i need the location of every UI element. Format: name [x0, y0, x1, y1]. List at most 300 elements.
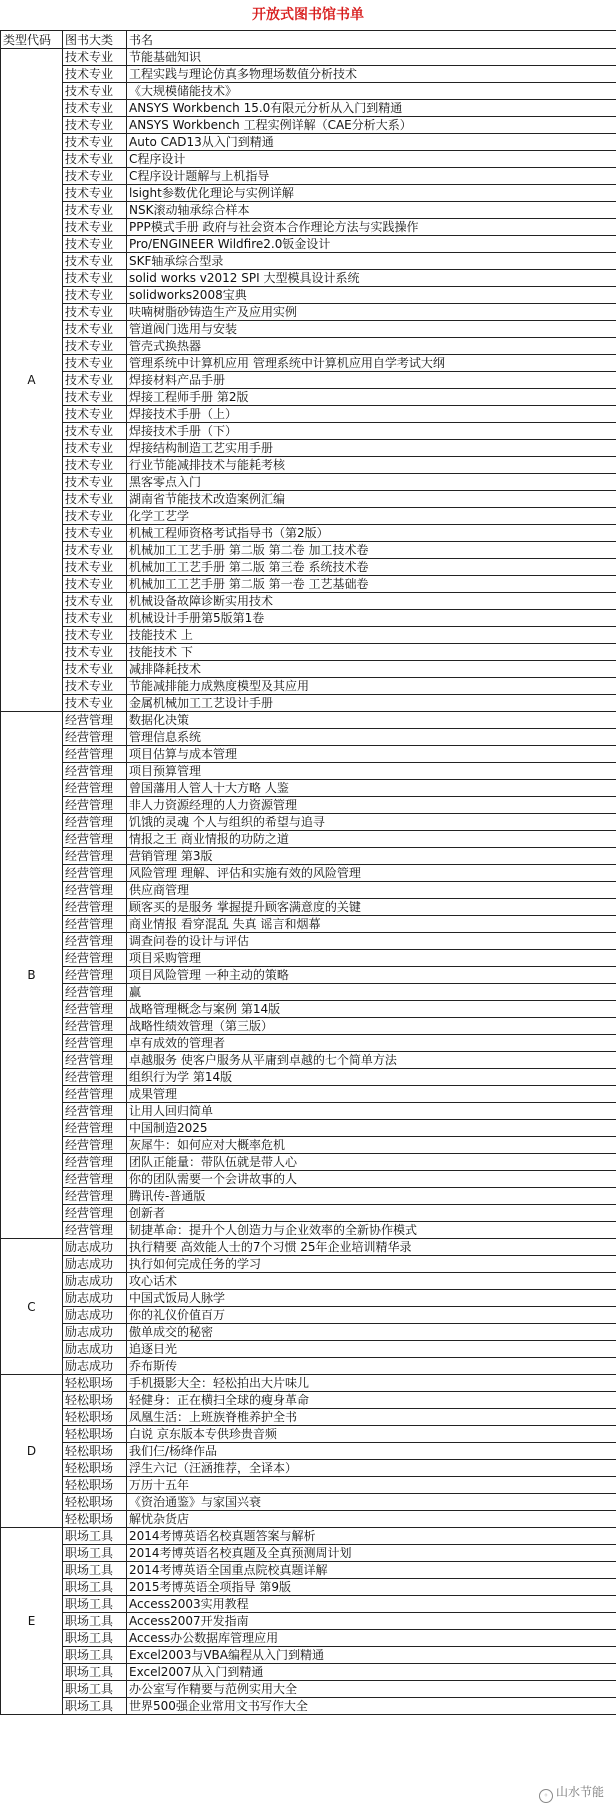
category-cell: 轻松职场 — [63, 1494, 127, 1511]
category-cell: 经营管理 — [63, 1222, 127, 1239]
category-cell: 经营管理 — [63, 1188, 127, 1205]
category-cell: 经营管理 — [63, 712, 127, 729]
book-title-cell: 调查问卷的设计与评估 — [127, 933, 616, 950]
category-cell: 经营管理 — [63, 1205, 127, 1222]
table-row — [1, 1307, 616, 1324]
book-title-cell: 焊接材料产品手册 — [127, 372, 616, 389]
category-cell: 轻松职场 — [63, 1511, 127, 1528]
book-title-cell: 2014考博英语名校真题答案与解析 — [127, 1528, 616, 1545]
book-title-cell: 黑客零点入门 — [127, 474, 616, 491]
category-cell: 技术专业 — [63, 610, 127, 627]
book-title-cell: 非人力资源经理的人力资源管理 — [127, 797, 616, 814]
book-title-cell: 机械设备故障诊断实用技术 — [127, 593, 616, 610]
category-cell: 技术专业 — [63, 542, 127, 559]
category-cell: 技术专业 — [63, 355, 127, 372]
book-title-cell: 顾客买的是服务 掌握提升顾客满意度的关键 — [127, 899, 616, 916]
book-title-cell: 赢 — [127, 984, 616, 1001]
book-title-cell: 管道阀门选用与安装 — [127, 321, 616, 338]
category-cell: 经营管理 — [63, 899, 127, 916]
table-row — [1, 1239, 616, 1256]
type-code-cell: E — [1, 1528, 63, 1715]
book-title-cell: 减排降耗技术 — [127, 661, 616, 678]
book-title-cell: 中国式饭局人脉学 — [127, 1290, 616, 1307]
category-cell: 技术专业 — [63, 576, 127, 593]
category-cell: 职场工具 — [63, 1613, 127, 1630]
category-cell: 技术专业 — [63, 100, 127, 117]
table-row — [1, 967, 616, 984]
table-row — [1, 202, 616, 219]
book-title-cell: 2014考博英语全国重点院校真题详解 — [127, 1562, 616, 1579]
book-title-cell: Excel2007从入门到精通 — [127, 1664, 616, 1681]
book-title-cell: SKF轴承综合型录 — [127, 253, 616, 270]
book-title-cell: 腾讯传-普通版 — [127, 1188, 616, 1205]
table-row — [1, 695, 616, 712]
book-title-cell: 手机摄影大全：轻松拍出大片味儿 — [127, 1375, 616, 1392]
category-cell: 技术专业 — [63, 593, 127, 610]
book-title-cell: C程序设计 — [127, 151, 616, 168]
table-row — [1, 899, 616, 916]
table-row — [1, 151, 616, 168]
table-row — [1, 1256, 616, 1273]
table-row — [1, 1137, 616, 1154]
category-cell: 技术专业 — [63, 661, 127, 678]
table-row — [1, 814, 616, 831]
category-cell: 经营管理 — [63, 1154, 127, 1171]
category-cell: 技术专业 — [63, 474, 127, 491]
header-row — [1, 31, 616, 49]
category-cell: 励志成功 — [63, 1324, 127, 1341]
table-row — [1, 423, 616, 440]
table-row — [1, 1324, 616, 1341]
table-row — [1, 678, 616, 695]
category-cell: 经营管理 — [63, 831, 127, 848]
book-list-body — [1, 49, 616, 1715]
table-row — [1, 1494, 616, 1511]
book-title-cell: 商业情报 看穿混乱 失真 谣言和烟幕 — [127, 916, 616, 933]
table-row — [1, 287, 616, 304]
type-code-cell: A — [1, 49, 63, 712]
table-row — [1, 610, 616, 627]
book-title-cell: 我们仨/杨绛作品 — [127, 1443, 616, 1460]
table-row — [1, 525, 616, 542]
category-cell: 技术专业 — [63, 321, 127, 338]
table-row — [1, 661, 616, 678]
table-row — [1, 1086, 616, 1103]
table-row — [1, 984, 616, 1001]
category-cell: 职场工具 — [63, 1528, 127, 1545]
category-cell: 经营管理 — [63, 882, 127, 899]
table-row — [1, 253, 616, 270]
table-row — [1, 117, 616, 134]
table-row — [1, 950, 616, 967]
type-code-cell: D — [1, 1375, 63, 1528]
book-title-cell: 焊接结构制造工艺实用手册 — [127, 440, 616, 457]
page-title: 开放式图书馆书单 — [252, 7, 364, 23]
category-cell: 技术专业 — [63, 270, 127, 287]
book-title-cell: 营销管理 第3版 — [127, 848, 616, 865]
table-row — [1, 780, 616, 797]
category-cell: 技术专业 — [63, 695, 127, 712]
header-type-code: 类型代码 — [1, 31, 63, 49]
category-cell: 职场工具 — [63, 1664, 127, 1681]
table-row — [1, 1018, 616, 1035]
category-cell: 励志成功 — [63, 1239, 127, 1256]
category-cell: 经营管理 — [63, 1018, 127, 1035]
table-row — [1, 916, 616, 933]
category-cell: 励志成功 — [63, 1341, 127, 1358]
table-row — [1, 1290, 616, 1307]
category-cell: 技术专业 — [63, 151, 127, 168]
category-cell: 经营管理 — [63, 729, 127, 746]
category-cell: 技术专业 — [63, 202, 127, 219]
book-title-cell: 凤凰生活：上班族脊椎养护全书 — [127, 1409, 616, 1426]
book-title-cell: 解忧杂货店 — [127, 1511, 616, 1528]
book-title-cell: 办公室写作精要与范例实用大全 — [127, 1681, 616, 1698]
book-title-cell: 项目预算管理 — [127, 763, 616, 780]
table-row — [1, 1477, 616, 1494]
category-cell: 职场工具 — [63, 1596, 127, 1613]
category-cell: 经营管理 — [63, 933, 127, 950]
category-cell: 励志成功 — [63, 1256, 127, 1273]
category-cell: 轻松职场 — [63, 1375, 127, 1392]
book-title-cell: 机械加工工艺手册 第二版 第二卷 加工技术卷 — [127, 542, 616, 559]
table-row — [1, 1069, 616, 1086]
book-title-cell: 节能基础知识 — [127, 49, 616, 66]
book-title-cell: 卓越服务 使客户服务从平庸到卓越的七个简单方法 — [127, 1052, 616, 1069]
book-title-cell: 化学工艺学 — [127, 508, 616, 525]
category-cell: 技术专业 — [63, 423, 127, 440]
category-cell: 技术专业 — [63, 406, 127, 423]
category-cell: 轻松职场 — [63, 1477, 127, 1494]
book-title-cell: 数据化决策 — [127, 712, 616, 729]
table-row — [1, 712, 616, 729]
table-row — [1, 1562, 616, 1579]
book-title-cell: 执行如何完成任务的学习 — [127, 1256, 616, 1273]
book-title-cell: 管理系统中计算机应用 管理系统中计算机应用自学考试大纲 — [127, 355, 616, 372]
table-row — [1, 66, 616, 83]
book-list-table — [0, 30, 616, 1715]
book-title-cell: 韧捷革命：提升个人创造力与企业效率的全新协作模式 — [127, 1222, 616, 1239]
book-title-cell: 万历十五年 — [127, 1477, 616, 1494]
book-title-cell: Excel2003与VBA编程从入门到精通 — [127, 1647, 616, 1664]
book-title-cell: 机械加工工艺手册 第二版 第一卷 工艺基础卷 — [127, 576, 616, 593]
table-row — [1, 236, 616, 253]
table-row — [1, 372, 616, 389]
category-cell: 技术专业 — [63, 508, 127, 525]
category-cell: 技术专业 — [63, 253, 127, 270]
table-row — [1, 457, 616, 474]
book-title-cell: 项目风险管理 一种主动的策略 — [127, 967, 616, 984]
book-title-cell: 机械设计手册第5版第1卷 — [127, 610, 616, 627]
table-row — [1, 1035, 616, 1052]
book-title-cell: 创新者 — [127, 1205, 616, 1222]
category-cell: 励志成功 — [63, 1273, 127, 1290]
book-title-cell: 情报之王 商业情报的功防之道 — [127, 831, 616, 848]
table-row — [1, 1409, 616, 1426]
book-title-cell: 你的团队需要一个会讲故事的人 — [127, 1171, 616, 1188]
category-cell: 经营管理 — [63, 865, 127, 882]
table-row — [1, 542, 616, 559]
table-row — [1, 559, 616, 576]
book-title-cell: Pro/ENGINEER Wildfire2.0钣金设计 — [127, 236, 616, 253]
category-cell: 经营管理 — [63, 916, 127, 933]
category-cell: 技术专业 — [63, 168, 127, 185]
watermark — [535, 1782, 608, 1804]
category-cell: 技术专业 — [63, 219, 127, 236]
book-title-cell: 项目采购管理 — [127, 950, 616, 967]
table-row — [1, 1171, 616, 1188]
book-title-cell: 《大规模储能技术》 — [127, 83, 616, 100]
table-row — [1, 865, 616, 882]
category-cell: 轻松职场 — [63, 1443, 127, 1460]
category-cell: 技术专业 — [63, 117, 127, 134]
book-title-cell: 节能减排能力成熟度模型及其应用 — [127, 678, 616, 695]
book-title-cell: 供应商管理 — [127, 882, 616, 899]
table-row — [1, 321, 616, 338]
book-title-cell: 技能技术 下 — [127, 644, 616, 661]
book-title-cell: 让用人回归简单 — [127, 1103, 616, 1120]
category-cell: 经营管理 — [63, 1171, 127, 1188]
book-title-cell: solid works v2012 SPI 大型模具设计系统 — [127, 270, 616, 287]
book-title-cell: 战略管理概念与案例 第14版 — [127, 1001, 616, 1018]
table-row — [1, 933, 616, 950]
category-cell: 轻松职场 — [63, 1409, 127, 1426]
category-cell: 职场工具 — [63, 1630, 127, 1647]
book-title-cell: 攻心话术 — [127, 1273, 616, 1290]
book-title-cell: PPP模式手册 政府与社会资本合作理论方法与实践操作 — [127, 219, 616, 236]
category-cell: 技术专业 — [63, 559, 127, 576]
book-title-cell: 你的礼仪价值百万 — [127, 1307, 616, 1324]
table-row — [1, 848, 616, 865]
book-title-cell: C程序设计题解与上机指导 — [127, 168, 616, 185]
table-row — [1, 1443, 616, 1460]
category-cell: 技术专业 — [63, 83, 127, 100]
category-cell: 励志成功 — [63, 1358, 127, 1375]
book-title-cell: 工程实践与理论仿真多物理场数值分析技术 — [127, 66, 616, 83]
book-title-cell: 成果管理 — [127, 1086, 616, 1103]
category-cell: 技术专业 — [63, 644, 127, 661]
book-title-cell: 轻健身：正在横扫全球的瘦身革命 — [127, 1392, 616, 1409]
table-row — [1, 406, 616, 423]
table-row — [1, 49, 616, 66]
category-cell: 职场工具 — [63, 1562, 127, 1579]
category-cell: 经营管理 — [63, 1035, 127, 1052]
book-title-cell: 追逐日光 — [127, 1341, 616, 1358]
book-title-cell: 焊接技术手册（上） — [127, 406, 616, 423]
category-cell: 励志成功 — [63, 1290, 127, 1307]
book-title-cell: 2015考博英语全项指导 第9版 — [127, 1579, 616, 1596]
table-row — [1, 831, 616, 848]
book-title-cell: 行业节能减排技术与能耗考核 — [127, 457, 616, 474]
category-cell: 技术专业 — [63, 185, 127, 202]
book-title-cell: lsight参数优化理论与实例详解 — [127, 185, 616, 202]
table-row — [1, 746, 616, 763]
book-title-cell: 乔布斯传 — [127, 1358, 616, 1375]
table-row — [1, 355, 616, 372]
table-row — [1, 1579, 616, 1596]
category-cell: 职场工具 — [63, 1647, 127, 1664]
book-title-cell: 饥饿的灵魂 个人与组织的希望与追寻 — [127, 814, 616, 831]
category-cell: 轻松职场 — [63, 1426, 127, 1443]
category-cell: 经营管理 — [63, 848, 127, 865]
category-cell: 技术专业 — [63, 440, 127, 457]
category-cell: 技术专业 — [63, 457, 127, 474]
table-row — [1, 440, 616, 457]
book-title-cell: 湖南省节能技术改造案例汇编 — [127, 491, 616, 508]
category-cell: 经营管理 — [63, 1086, 127, 1103]
table-row — [1, 1545, 616, 1562]
table-row — [1, 1613, 616, 1630]
book-title-cell: 灰犀牛：如何应对大概率危机 — [127, 1137, 616, 1154]
category-cell: 经营管理 — [63, 950, 127, 967]
book-title-cell: 卓有成效的管理者 — [127, 1035, 616, 1052]
type-code-cell: B — [1, 712, 63, 1239]
book-title-cell: Access办公数据库管理应用 — [127, 1630, 616, 1647]
book-title-cell: 风险管理 理解、评估和实施有效的风险管理 — [127, 865, 616, 882]
book-title-cell: 执行精要 高效能人士的7个习惯 25年企业培训精华录 — [127, 1239, 616, 1256]
book-title-cell: Access2003实用教程 — [127, 1596, 616, 1613]
book-title-cell: 组织行为学 第14版 — [127, 1069, 616, 1086]
wechat-icon: ◦ — [539, 1789, 553, 1803]
book-title-cell: 团队正能量：带队伍就是带人心 — [127, 1154, 616, 1171]
table-row — [1, 1222, 616, 1239]
category-cell: 技术专业 — [63, 287, 127, 304]
category-cell: 轻松职场 — [63, 1392, 127, 1409]
book-title-cell: 管理信息系统 — [127, 729, 616, 746]
category-cell: 技术专业 — [63, 236, 127, 253]
category-cell: 职场工具 — [63, 1579, 127, 1596]
book-title-cell: 傲单成交的秘密 — [127, 1324, 616, 1341]
book-title-cell: 焊接技术手册（下） — [127, 423, 616, 440]
table-row — [1, 1664, 616, 1681]
category-cell: 技术专业 — [63, 338, 127, 355]
table-row — [1, 593, 616, 610]
book-title-cell: 技能技术 上 — [127, 627, 616, 644]
table-row — [1, 508, 616, 525]
book-title-cell: solidworks2008宝典 — [127, 287, 616, 304]
table-row — [1, 304, 616, 321]
category-cell: 经营管理 — [63, 1052, 127, 1069]
book-title-cell: Auto CAD13从入门到精通 — [127, 134, 616, 151]
category-cell: 经营管理 — [63, 1120, 127, 1137]
category-cell: 技术专业 — [63, 49, 127, 66]
table-row — [1, 134, 616, 151]
watermark-text: 山水节能 — [555, 1785, 604, 1799]
category-cell: 技术专业 — [63, 525, 127, 542]
table-row — [1, 1511, 616, 1528]
book-title-cell: 《资治通鉴》与家国兴衰 — [127, 1494, 616, 1511]
book-title-cell: 曾国藩用人管人十大方略 人鉴 — [127, 780, 616, 797]
table-row — [1, 1120, 616, 1137]
table-row — [1, 1392, 616, 1409]
table-row — [1, 185, 616, 202]
book-title-cell: 战略性绩效管理（第三版） — [127, 1018, 616, 1035]
table-row — [1, 1375, 616, 1392]
category-cell: 技术专业 — [63, 134, 127, 151]
book-title-cell: ANSYS Workbench 工程实例详解（CAE分析大系） — [127, 117, 616, 134]
category-cell: 经营管理 — [63, 1103, 127, 1120]
table-row — [1, 1273, 616, 1290]
book-title-cell: 焊接工程师手册 第2版 — [127, 389, 616, 406]
category-cell: 轻松职场 — [63, 1460, 127, 1477]
table-row — [1, 338, 616, 355]
book-title-cell: 机械加工工艺手册 第二版 第三卷 系统技术卷 — [127, 559, 616, 576]
header-book-title: 书名 — [127, 31, 616, 49]
table-row — [1, 474, 616, 491]
book-title-cell: ANSYS Workbench 15.0有限元分析从入门到精通 — [127, 100, 616, 117]
book-title-cell: 2014考博英语名校真题及全真预测周计划 — [127, 1545, 616, 1562]
table-row — [1, 797, 616, 814]
category-cell: 经营管理 — [63, 1137, 127, 1154]
table-row — [1, 83, 616, 100]
table-row — [1, 1698, 616, 1715]
book-title-cell: 白说 京东版本专供珍贵音频 — [127, 1426, 616, 1443]
category-cell: 经营管理 — [63, 763, 127, 780]
category-cell: 经营管理 — [63, 984, 127, 1001]
category-cell: 经营管理 — [63, 967, 127, 984]
category-cell: 技术专业 — [63, 304, 127, 321]
book-title-cell: 管壳式换热器 — [127, 338, 616, 355]
table-row — [1, 389, 616, 406]
book-title-cell: 中国制造2025 — [127, 1120, 616, 1137]
table-row — [1, 1154, 616, 1171]
table-row — [1, 1681, 616, 1698]
table-row — [1, 1188, 616, 1205]
table-row — [1, 168, 616, 185]
table-row — [1, 627, 616, 644]
table-row — [1, 644, 616, 661]
table-row — [1, 1103, 616, 1120]
category-cell: 技术专业 — [63, 678, 127, 695]
table-row — [1, 1528, 616, 1545]
category-cell: 技术专业 — [63, 372, 127, 389]
category-cell: 经营管理 — [63, 797, 127, 814]
category-cell: 技术专业 — [63, 389, 127, 406]
book-title-cell: 金属机械加工工艺设计手册 — [127, 695, 616, 712]
table-row — [1, 1205, 616, 1222]
book-title-cell: 机械工程师资格考试指导书（第2版） — [127, 525, 616, 542]
table-row — [1, 219, 616, 236]
table-row — [1, 729, 616, 746]
table-row — [1, 491, 616, 508]
table-row — [1, 1358, 616, 1375]
table-row — [1, 270, 616, 287]
type-code-cell: C — [1, 1239, 63, 1375]
category-cell: 经营管理 — [63, 746, 127, 763]
table-row — [1, 1460, 616, 1477]
table-row — [1, 882, 616, 899]
table-row — [1, 1596, 616, 1613]
table-row — [1, 100, 616, 117]
category-cell: 技术专业 — [63, 66, 127, 83]
category-cell: 职场工具 — [63, 1545, 127, 1562]
book-title-cell: 世界500强企业常用文书写作大全 — [127, 1698, 616, 1715]
table-row — [1, 1647, 616, 1664]
category-cell: 经营管理 — [63, 1069, 127, 1086]
category-cell: 技术专业 — [63, 627, 127, 644]
table-row — [1, 763, 616, 780]
category-cell: 职场工具 — [63, 1698, 127, 1715]
table-row — [1, 1052, 616, 1069]
table-row — [1, 1341, 616, 1358]
table-row — [1, 1426, 616, 1443]
table-row — [1, 1001, 616, 1018]
category-cell: 职场工具 — [63, 1681, 127, 1698]
table-row — [1, 1630, 616, 1647]
book-title-cell: 浮生六记（汪涵推荐，全译本） — [127, 1460, 616, 1477]
table-row — [1, 576, 616, 593]
category-cell: 励志成功 — [63, 1307, 127, 1324]
